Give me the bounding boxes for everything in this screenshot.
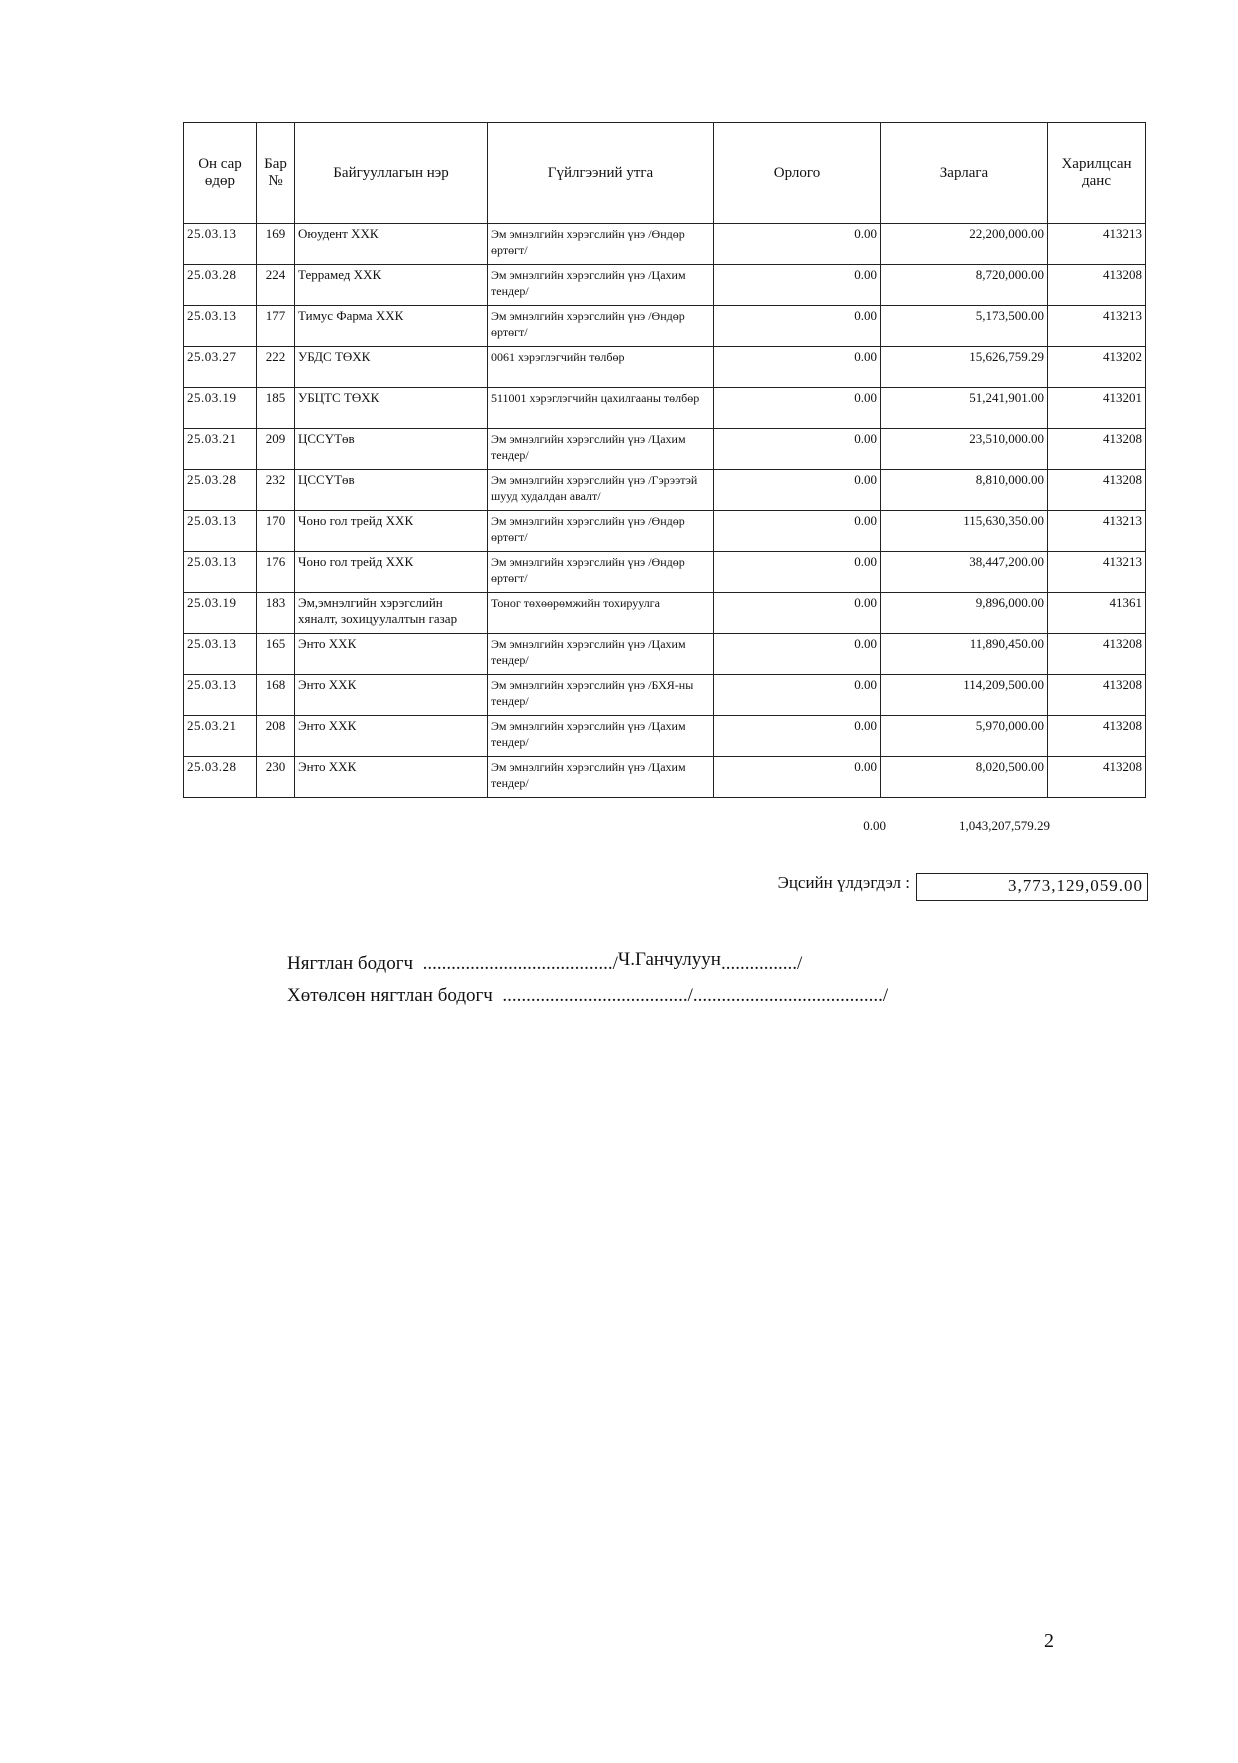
cell-account: 413208 — [1048, 675, 1146, 716]
cell-date: 25.03.21 — [184, 716, 257, 757]
header-date: Он сар өдөр — [184, 123, 257, 224]
cell-description: Эм эмнэлгийн хэрэгслийн үнэ /Цахим тендер/ — [488, 757, 714, 798]
table-row — [184, 265, 1146, 306]
cell-expense: 38,447,200.00 — [881, 552, 1048, 593]
cell-account: 41361 — [1048, 593, 1146, 634]
cell-income: 0.00 — [714, 224, 881, 265]
cell-organization: Эм,эмнэлгийн хэрэгслийн хяналт, зохицуулалтын газар — [295, 593, 488, 634]
cell-description: Эм эмнэлгийн хэрэгслийн үнэ /Өндөр өртөгт/ — [488, 224, 714, 265]
cell-expense: 114,209,500.00 — [881, 675, 1048, 716]
signature-dots: ......................................../ — [417, 953, 618, 974]
cell-date: 25.03.28 — [184, 470, 257, 511]
signature-dots: ......................................./......................................../ — [497, 985, 889, 1006]
cell-expense: 5,970,000.00 — [881, 716, 1048, 757]
cell-number: 168 — [257, 675, 295, 716]
accountant-label: Нягтлан бодогч — [287, 953, 414, 974]
cell-account: 413213 — [1048, 511, 1146, 552]
cell-income: 0.00 — [714, 306, 881, 347]
cell-organization: УБДС ТӨХК — [295, 347, 488, 388]
cell-organization: Энто ХХК — [295, 675, 488, 716]
cell-description: Эм эмнэлгийн хэрэгслийн үнэ /Гэрээтэй шууд худалдан авалт/ — [488, 470, 714, 511]
cell-date: 25.03.28 — [184, 757, 257, 798]
cell-number: 165 — [257, 634, 295, 675]
cell-description: 0061 хэрэглэгчийн төлбөр — [488, 347, 714, 388]
table-row — [184, 634, 1146, 675]
cell-date: 25.03.19 — [184, 388, 257, 429]
cell-income: 0.00 — [714, 347, 881, 388]
total-expense: 1,043,207,579.29 — [959, 818, 1050, 833]
cell-description: Эм эмнэлгийн хэрэгслийн үнэ /Өндөр өртөгт/ — [488, 511, 714, 552]
cell-organization: Энто ХХК — [295, 634, 488, 675]
header-expense: Зарлага — [881, 123, 1048, 224]
cell-description: Эм эмнэлгийн хэрэгслийн үнэ /БХЯ-ны тендер/ — [488, 675, 714, 716]
header-organization: Байгууллагын нэр — [295, 123, 488, 224]
cell-account: 413201 — [1048, 388, 1146, 429]
cell-income: 0.00 — [714, 388, 881, 429]
cell-organization: Террамед ХХК — [295, 265, 488, 306]
table-row — [184, 552, 1146, 593]
cell-income: 0.00 — [714, 470, 881, 511]
cell-organization: Энто ХХК — [295, 757, 488, 798]
cell-description: Тоног төхөөрөмжийн тохируулга — [488, 593, 714, 634]
cell-description: Эм эмнэлгийн хэрэгслийн үнэ /Цахим тендер/ — [488, 716, 714, 757]
cell-account: 413208 — [1048, 265, 1146, 306]
accountant-signature-line — [287, 949, 803, 975]
cell-income: 0.00 — [714, 757, 881, 798]
cell-expense: 8,720,000.00 — [881, 265, 1048, 306]
cell-account: 413208 — [1048, 757, 1146, 798]
cell-expense: 9,896,000.00 — [881, 593, 1048, 634]
cell-description: Эм эмнэлгийн хэрэгслийн үнэ /Цахим тендер/ — [488, 265, 714, 306]
cell-description: 511001 хэрэглэгчийн цахилгааны төлбөр — [488, 388, 714, 429]
header-number: Бар № — [257, 123, 295, 224]
cell-number: 209 — [257, 429, 295, 470]
table-row — [184, 224, 1146, 265]
table-row — [184, 306, 1146, 347]
cell-account: 413208 — [1048, 716, 1146, 757]
table-row — [184, 388, 1146, 429]
cell-expense: 8,020,500.00 — [881, 757, 1048, 798]
cell-date: 25.03.19 — [184, 593, 257, 634]
table-row — [184, 593, 1146, 634]
cell-date: 25.03.13 — [184, 634, 257, 675]
cell-number: 169 — [257, 224, 295, 265]
table-row — [184, 716, 1146, 757]
senior-accountant-label: Хөтөлсөн нягтлан бодогч — [287, 985, 493, 1006]
cell-date: 25.03.13 — [184, 306, 257, 347]
cell-income: 0.00 — [714, 675, 881, 716]
total-income: 0.00 — [863, 818, 886, 833]
cell-account: 413208 — [1048, 429, 1146, 470]
cell-date: 25.03.13 — [184, 675, 257, 716]
cell-number: 183 — [257, 593, 295, 634]
cell-expense: 8,810,000.00 — [881, 470, 1048, 511]
accountant-name: Ч.Ганчулуун — [617, 949, 721, 970]
table-row — [184, 757, 1146, 798]
cell-description: Эм эмнэлгийн хэрэгслийн үнэ /Өндөр өртөгт/ — [488, 552, 714, 593]
cell-organization: Чоно гол трейд ХХК — [295, 511, 488, 552]
cell-expense: 11,890,450.00 — [881, 634, 1048, 675]
table-header-row — [184, 123, 1146, 224]
cell-expense: 115,630,350.00 — [881, 511, 1048, 552]
cell-number: 177 — [257, 306, 295, 347]
cell-number: 224 — [257, 265, 295, 306]
cell-account: 413213 — [1048, 224, 1146, 265]
cell-organization: Тимус Фарма ХХК — [295, 306, 488, 347]
cell-income: 0.00 — [714, 716, 881, 757]
cell-number: 232 — [257, 470, 295, 511]
cell-date: 25.03.27 — [184, 347, 257, 388]
cell-account: 413213 — [1048, 306, 1146, 347]
table-row — [184, 429, 1146, 470]
cell-expense: 22,200,000.00 — [881, 224, 1048, 265]
final-balance-label: Эцсийн үлдэгдэл : — [777, 873, 910, 892]
header-description: Гүйлгээний утга — [488, 123, 714, 224]
cell-expense: 51,241,901.00 — [881, 388, 1048, 429]
cell-organization: Чоно гол трейд ХХК — [295, 552, 488, 593]
header-account: Харилцсан данс — [1048, 123, 1146, 224]
page-number: 2 — [1044, 1630, 1054, 1652]
cell-description: Эм эмнэлгийн хэрэгслийн үнэ /Цахим тендер/ — [488, 429, 714, 470]
cell-description: Эм эмнэлгийн хэрэгслийн үнэ /Цахим тендер/ — [488, 634, 714, 675]
cell-date: 25.03.28 — [184, 265, 257, 306]
cell-date: 25.03.13 — [184, 224, 257, 265]
cell-income: 0.00 — [714, 511, 881, 552]
cell-organization: ЦССҮТөв — [295, 429, 488, 470]
cell-income: 0.00 — [714, 593, 881, 634]
cell-number: 185 — [257, 388, 295, 429]
cell-date: 25.03.13 — [184, 552, 257, 593]
signature-dots: ................/ — [720, 953, 803, 974]
cell-description: Эм эмнэлгийн хэрэгслийн үнэ /Өндөр өртөгт/ — [488, 306, 714, 347]
final-balance-value: 3,773,129,059.00 — [916, 873, 1148, 901]
cell-income: 0.00 — [714, 429, 881, 470]
cell-expense: 23,510,000.00 — [881, 429, 1048, 470]
cell-date: 25.03.13 — [184, 511, 257, 552]
cell-organization: Энто ХХК — [295, 716, 488, 757]
table-row — [184, 675, 1146, 716]
header-income: Орлого — [714, 123, 881, 224]
cell-expense: 15,626,759.29 — [881, 347, 1048, 388]
cell-account: 413208 — [1048, 470, 1146, 511]
cell-date: 25.03.21 — [184, 429, 257, 470]
cell-number: 222 — [257, 347, 295, 388]
cell-account: 413213 — [1048, 552, 1146, 593]
cell-income: 0.00 — [714, 265, 881, 306]
transactions-table — [183, 122, 1146, 798]
cell-account: 413202 — [1048, 347, 1146, 388]
cell-organization: УБЦТС ТӨХК — [295, 388, 488, 429]
table-row — [184, 511, 1146, 552]
cell-number: 208 — [257, 716, 295, 757]
table-row — [184, 470, 1146, 511]
senior-accountant-signature-line — [287, 985, 888, 1007]
cell-number: 170 — [257, 511, 295, 552]
cell-account: 413208 — [1048, 634, 1146, 675]
cell-organization: Оюудент ХХК — [295, 224, 488, 265]
cell-income: 0.00 — [714, 552, 881, 593]
cell-income: 0.00 — [714, 634, 881, 675]
cell-expense: 5,173,500.00 — [881, 306, 1048, 347]
cell-organization: ЦССҮТөв — [295, 470, 488, 511]
cell-number: 230 — [257, 757, 295, 798]
table-row — [184, 347, 1146, 388]
cell-number: 176 — [257, 552, 295, 593]
